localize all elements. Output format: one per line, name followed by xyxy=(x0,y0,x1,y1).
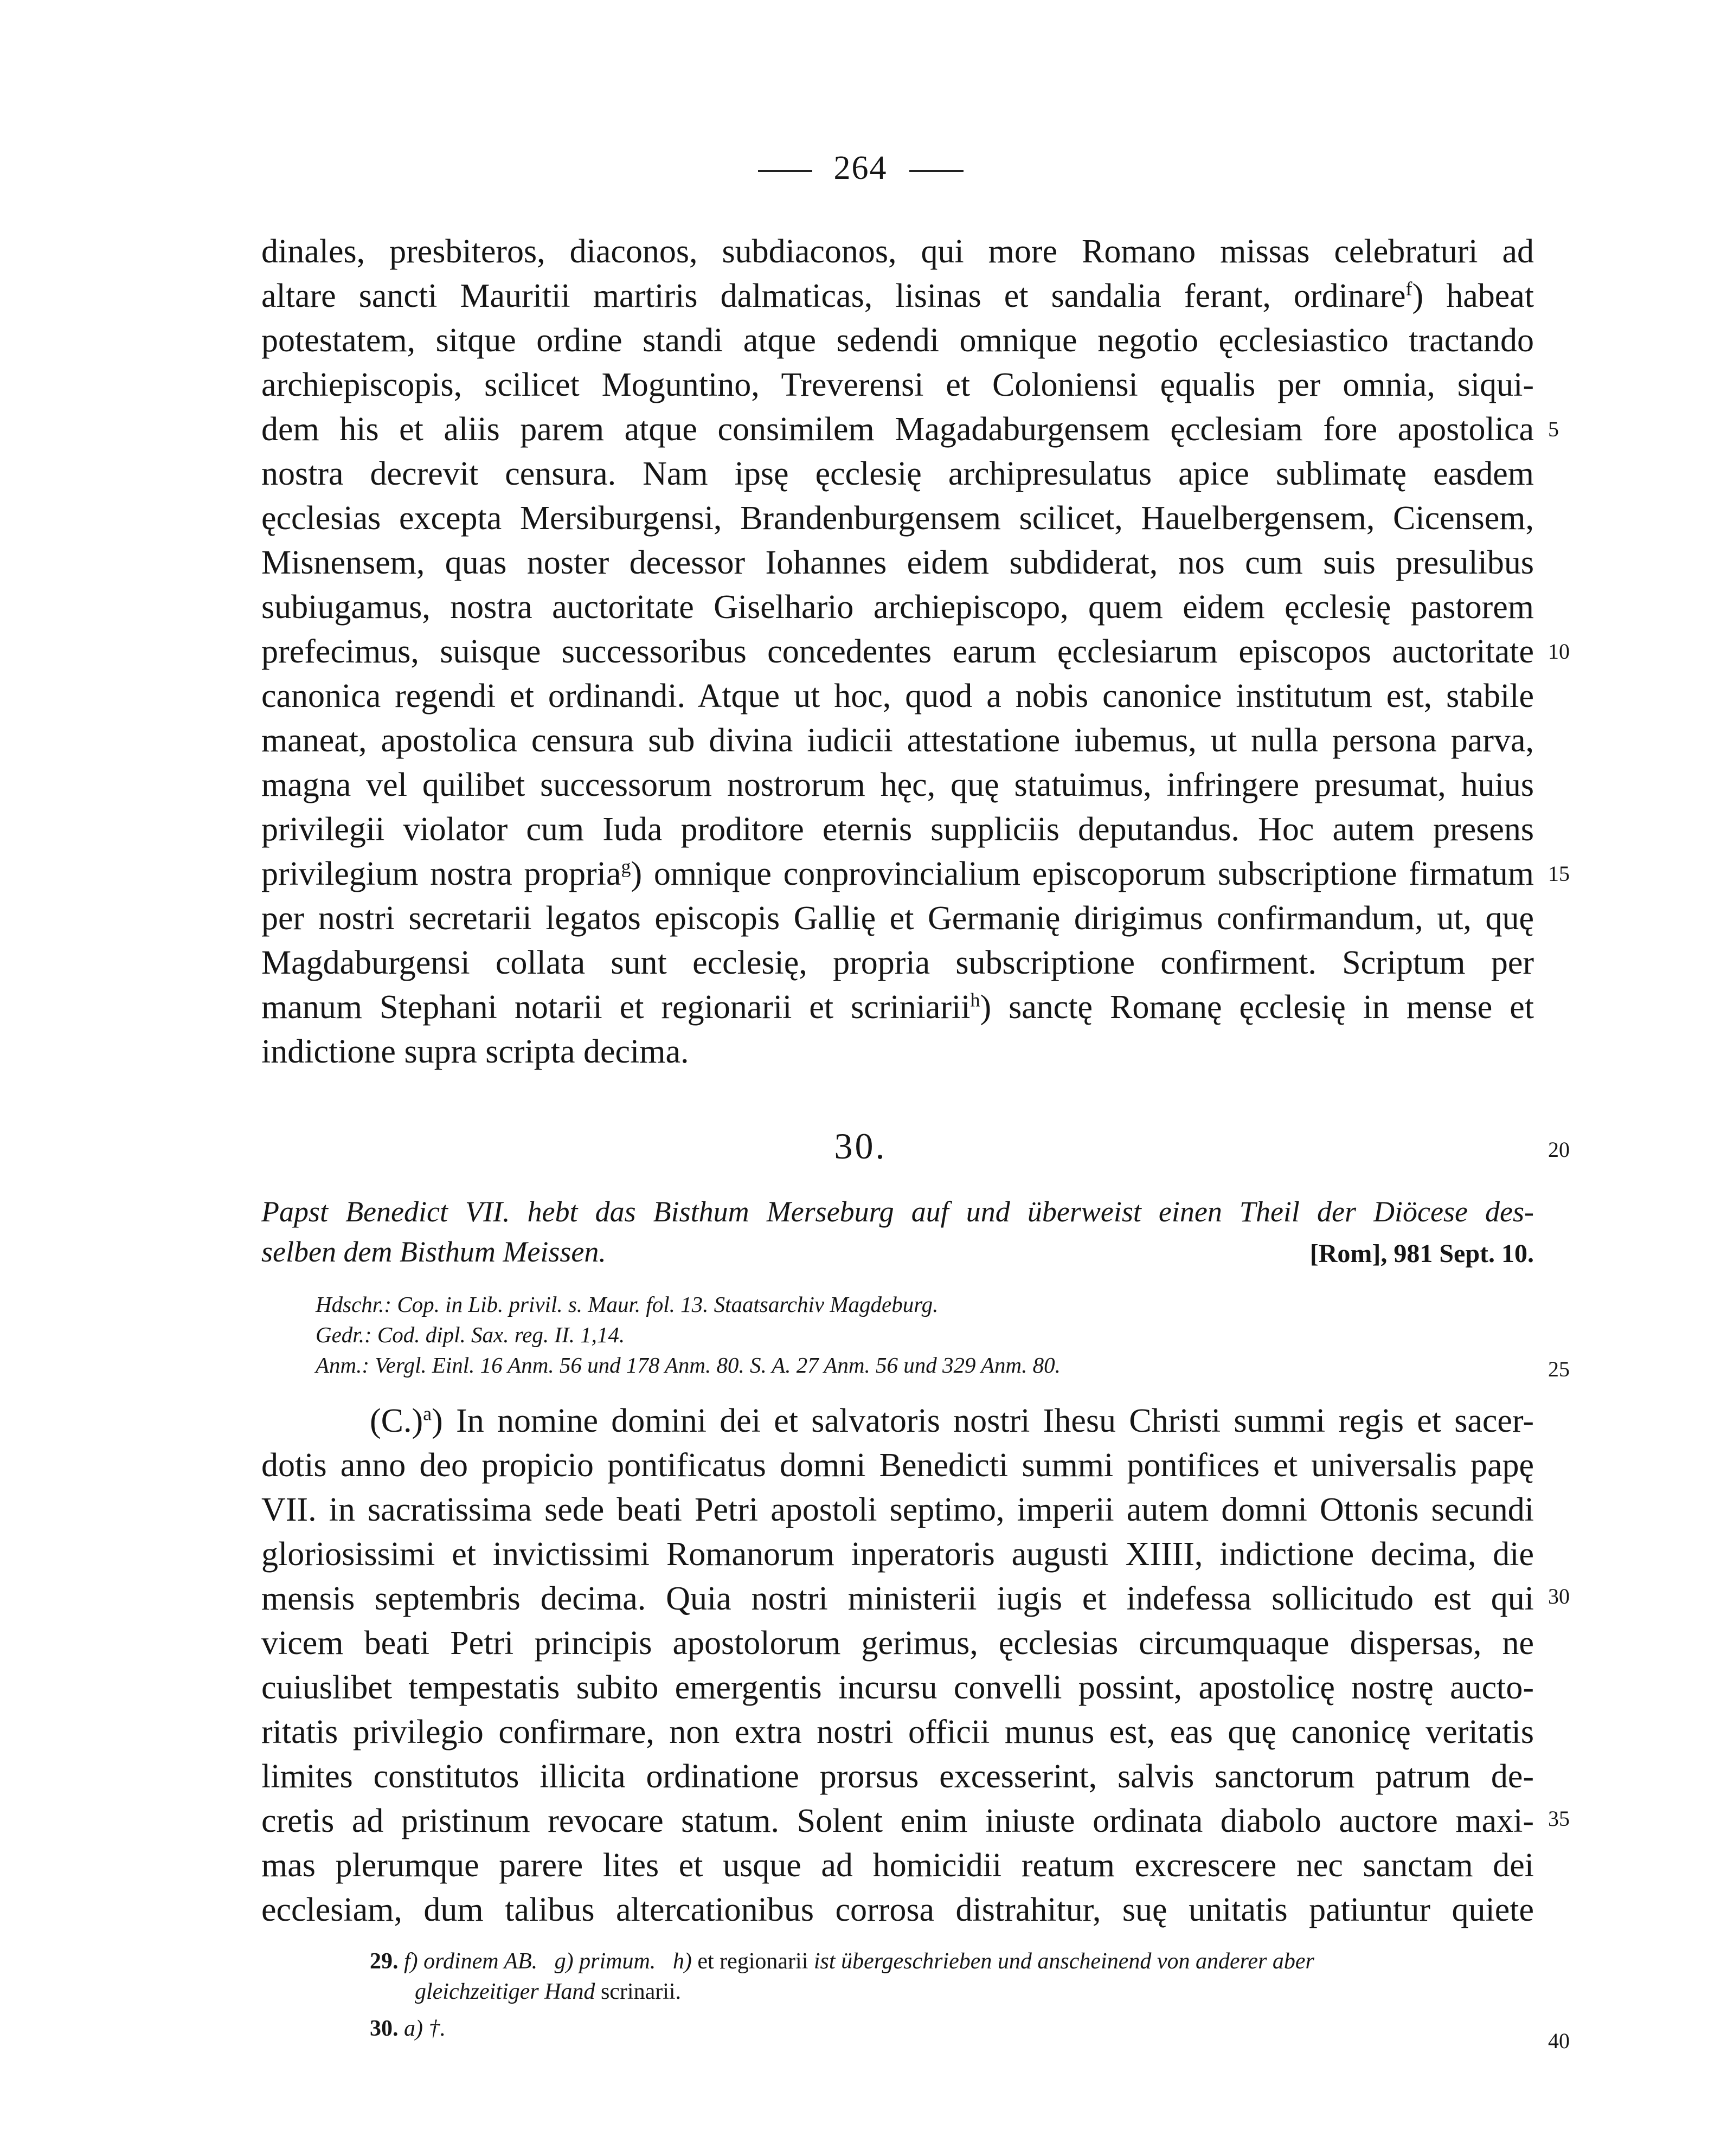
body-line: prefecimus, suisque successoribus concedentes earum ęcclesiarum episcopos auctoritate xyxy=(261,633,1534,670)
header-rule-left xyxy=(758,170,812,172)
body-line: manum Stephani notarii et regionarii et scriniarii$^h$) sanctę Romanę ęcclesię in mense et xyxy=(261,989,1534,1026)
footnote-30: 30. a) †. xyxy=(370,2016,446,2041)
regest-line: Papst Benedict VII. hebt das Bisthum Merseburg auf und überweist einen Theil der Diöcese des- xyxy=(261,1195,1534,1228)
text-line: ecclesiam, dum talibus altercationibus corrosa distrahitur, suę unitatis patiuntur quiete xyxy=(261,1891,1534,1928)
text-line: dotis anno deo propicio pontificatus domni Benedicti summi pontifices et universalis papę xyxy=(261,1447,1534,1484)
margin-line-number: 10 xyxy=(1548,639,1570,664)
header-rule-right xyxy=(909,170,964,172)
document-number: 30. xyxy=(834,1125,887,1167)
footnote-marker: f xyxy=(1405,278,1412,300)
page-number: 264 xyxy=(833,150,888,186)
text-line: ritatis privilegio confirmare, non extra nostri officii munus est, eas quę canonicę veritatis xyxy=(261,1714,1534,1750)
footnote-29-cont: gleichzeitiger Hand scrinarii. xyxy=(415,1979,682,2004)
margin-line-number: 35 xyxy=(1548,1806,1570,1831)
body-line: altare sancti Mauritii martiris dalmaticas, lisinas et sandalia ferant, ordinare$^f$) habeat xyxy=(261,278,1534,314)
margin-line-number: 25 xyxy=(1548,1357,1570,1381)
margin-line-number: 15 xyxy=(1548,861,1570,886)
footnote-29: 29. f) ordinem AB. g) primum. h) et regionarii ist übergeschrieben und anscheinend von anderer aber xyxy=(370,1949,1314,1974)
body-line: archiepiscopis, scilicet Moguntino, Treverensi et Coloniensi ęqualis per omnia, siqui- xyxy=(261,366,1534,403)
body-line: privilegii violator cum Iuda proditore eternis suppliciis deputandus. Hoc autem presens xyxy=(261,811,1534,848)
text-line: gloriosissimi et invictissimi Romanorum inperatoris augusti XIIII, indictione decima, die xyxy=(261,1536,1534,1573)
margin-line-number: 20 xyxy=(1548,1137,1570,1162)
text-line: mas plerumque parere lites et usque ad homicidii reatum excrescere nec sanctam dei xyxy=(261,1847,1534,1884)
page-header xyxy=(0,149,1721,188)
document-date: [Rom], 981 Sept. 10. xyxy=(1309,1239,1534,1268)
body-line: subiugamus, nostra auctoritate Giselhario archiepiscopo, quem eidem ęcclesię pastorem xyxy=(261,589,1534,626)
source-line: Hdschr.: Cop. in Lib. privil. s. Maur. fol. 13. Staatsarchiv Magdeburg. xyxy=(316,1292,939,1317)
body-line: magna vel quilibet successorum nostrorum hęc, quę statuimus, infringere presumat, huius xyxy=(261,767,1534,803)
text-line: VII. in sacratissima sede beati Petri apostoli septimo, imperii autem domni Ottonis secundi xyxy=(261,1491,1534,1528)
footnote-marker: a xyxy=(423,1402,432,1425)
margin-line-number: 40 xyxy=(1548,2029,1570,2053)
body-line: indictione supra scripta decima. xyxy=(261,1033,689,1070)
body-line: canonica regendi et ordinandi. Atque ut hoc, quod a nobis canonice institutum est, stabile xyxy=(261,678,1534,715)
text-line: mensis septembris decima. Quia nostri ministerii iugis et indefessa sollicitudo est qui xyxy=(261,1580,1534,1617)
body-line: nostra decrevit censura. Nam ipsę ęcclesię archipresulatus apice sublimatę easdem xyxy=(261,455,1534,492)
margin-line-number: 30 xyxy=(1548,1584,1570,1608)
regest-line: selben dem Bisthum Meissen. xyxy=(261,1235,606,1268)
footnote-marker: h xyxy=(970,989,980,1011)
text-line: cuiuslibet tempestatis subito emergentis incursu convelli possint, apostolicę nostrę aucto- xyxy=(261,1669,1534,1706)
footnote-marker: g xyxy=(621,855,631,878)
margin-line-number: 5 xyxy=(1548,417,1559,441)
source-line: Gedr.: Cod. dipl. Sax. reg. II. 1,14. xyxy=(316,1322,625,1347)
body-line: maneat, apostolica censura sub divina iudicii attestatione iubemus, ut nulla persona parva, xyxy=(261,722,1534,759)
text-line: cretis ad pristinum revocare statum. Solent enim iniuste ordinata diabolo auctore maxi- xyxy=(261,1803,1534,1839)
body-line: dem his et aliis parem atque consimilem Magadaburgensem ęcclesiam fore apostolica xyxy=(261,411,1534,448)
body-line: ęcclesias excepta Mersiburgensi, Brandenburgensem scilicet, Hauelbergensem, Cicensem, xyxy=(261,500,1534,537)
body-line: privilegium nostra propria$^g$) omnique conprovincialium episcoporum subscriptione firmatum xyxy=(261,855,1534,892)
body-line: Magdaburgensi collata sunt ecclesię, propria subscriptione confirment. Scriptum per xyxy=(261,944,1534,981)
text-line: vicem beati Petri principis apostolorum gerimus, ęcclesias circumquaque dispersas, ne xyxy=(261,1625,1534,1662)
source-line: Anm.: Vergl. Einl. 16 Anm. 56 und 178 Anm. 80. S. A. 27 Anm. 56 und 329 Anm. 80. xyxy=(316,1353,1061,1378)
text-line: $(C.)^a$) In nomine domini dei et salvatoris nostri Ihesu Christi summi regis et sacer- xyxy=(370,1402,1534,1439)
body-line: potestatem, sitque ordine standi atque sedendi omnique negotio ęcclesiastico tractando xyxy=(261,322,1534,359)
body-line: per nostri secretarii legatos episcopis Gallię et Germanię dirigimus confirmandum, ut, quę xyxy=(261,900,1534,937)
text-line: limites constitutos illicita ordinatione prorsus excesserint, salvis sanctorum patrum de- xyxy=(261,1758,1534,1795)
body-line: Misnensem, quas noster decessor Iohannes eidem subdiderat, nos cum suis presulibus xyxy=(261,544,1534,581)
body-line: dinales, presbiteros, diaconos, subdiaconos, qui more Romano missas celebraturi ad xyxy=(261,233,1534,270)
